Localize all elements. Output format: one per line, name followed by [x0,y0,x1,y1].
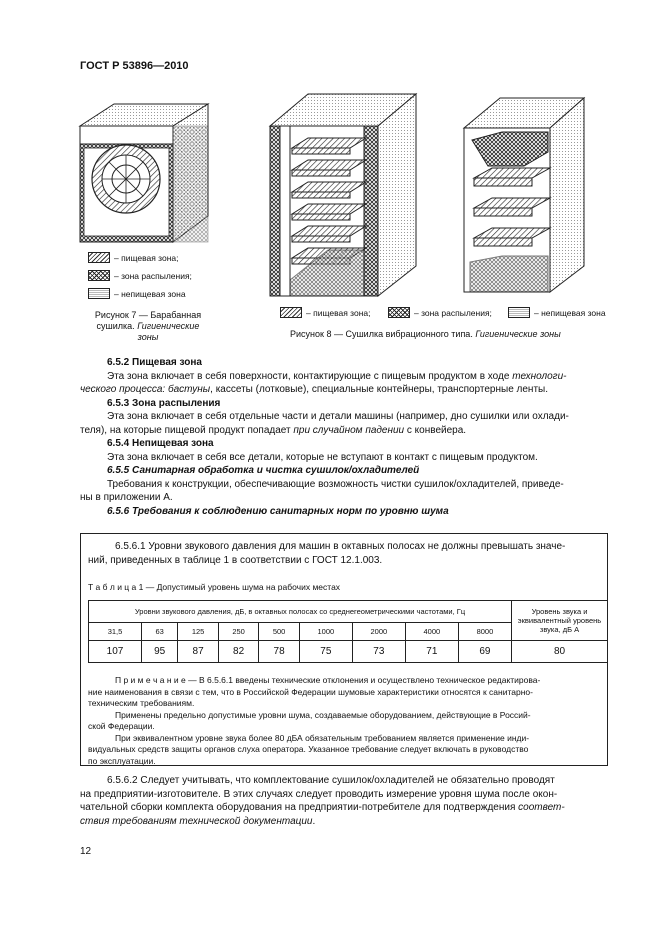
page-header: ГОСТ Р 53896—2010 [80,60,189,72]
legend-food-zone: – пищевая зона; [88,252,179,263]
value-cell: 75 [299,641,352,663]
paragraph-6-5-6-1: 6.5.6.1 Уровни звукового давления для машин в октавных полосах не должны превышать значе- ний, приведенных в таблице 1 в соответствии с ГОСТ 12.1.003. [88,541,566,566]
food-zone-swatch [88,252,110,263]
legend-food-zone-fig8: – пищевая зона; [280,307,371,318]
frequency-cell: 1000 [299,623,352,641]
nonfood-zone-swatch [508,307,530,318]
legend-spray-zone-fig8: – зона распыления; [388,307,492,318]
section-6-5-2: 6.5.2 Пищевая зона Эта зона включает в себя поверхности, контактирующие с пищевым продуктом в ходе технологи- ческого процесса: бастуны, кассеты (лотковые), специальные контейнеры, транспортерные ленты. 6.5.3 Зона распыления Эта зона включает в себя отдельные части и детали машины (например, дно сушилки или охлади- теля), на которые пищевой продукт попадает при случайном падении с конвейера. 6.5.4 Непищевая зона Эта зона включает в себя все детали, которые не вступают в контакт с пищевым продуктом. 6.5.5 Санитарная обработка и чистка сушилок/охладителей Требования к конструкции, обеспечивающие возможность чистки сушилок/охладителей, приведе- ны в приложении А. 6.5.6 Требования к соблюдению санитарных норм по уровню шума [80,357,569,517]
section-title: 6.5.2 Пищевая зона [107,357,202,368]
frequency-cell: 8000 [458,623,511,641]
value-cell: 73 [352,641,405,663]
figure-8-vibration-dryer-right [462,96,586,294]
paragraph-6-5-6-2: 6.5.6.2 Следует учитывать, что комплектование сушилок/охладителей не обязательно проводят на предприятии-изготовителе. В этих случаях следует проводить измерение уровня шума после окон- чательной сборки комплекта оборудования на предприятии-потребителе для подтверждения соответ- ствия требованиям технической документации. [80,775,565,827]
section-title: 6.5.6 Требования к соблюдению санитарных норм по уровню шума [107,505,449,517]
value-cell: 82 [218,641,259,663]
section-title: 6.5.4 Непищевая зона [107,438,214,449]
frequency-cell: 125 [178,623,219,641]
figure-8-caption: Рисунок 8 — Сушилка вибрационного типа. Гигиенические зоны [290,329,561,339]
value-cell: 78 [259,641,300,663]
value-cell: 87 [178,641,219,663]
header-equivalent-level: Уровень звука и эквивалентный уровень звука, дБ А [512,601,608,641]
value-cell: 69 [458,641,511,663]
figure-8-vibration-dryer-left [268,90,418,298]
header-octave-bands: Уровни звукового давления, дБ, в октавных полосах со среднегеометрическими частотами, Гц [89,601,512,623]
spray-zone-swatch [388,307,410,318]
legend-nonfood-zone: – непищевая зона [88,288,186,299]
frequency-cell: 31,5 [89,623,142,641]
value-cell: 107 [89,641,142,663]
equivalent-value-cell: 80 [512,641,608,663]
table-caption: Т а б л и ц а 1 — Допустимый уровень шума на рабочих местах [88,582,341,592]
spray-zone-swatch [88,270,110,281]
section-title: 6.5.5 Санитарная обработка и чистка сушилок/охладителей [107,465,420,476]
frequency-cell: 250 [218,623,259,641]
frequency-cell: 4000 [405,623,458,641]
value-cell: 71 [405,641,458,663]
figure-7-caption: Рисунок 7 — Барабанная сушилка. Гигиенические зоны [94,310,202,342]
figure-7-drum-dryer [78,96,210,244]
frequency-cell: 500 [259,623,300,641]
table-note: П р и м е ч а н и е — В 6.5.6.1 введены технические отклонения и осуществлено техническое редактирова- ние наименования в связи с тем, что в Российской Федерации шумовые характеристики относятся к санитарно- техническим требованиям. Применены предельно допустимые уровни шума, создаваемые оборудованием, действующие в Россий- ской Федерации. При эквивалентном уровне звука более 80 дБА обязательным требованием является применение инди- видуальных средств защиты органов слуха оператора. Указанное требование следует включать в руководство по эксплуатации. [88,675,541,766]
page-number: 12 [80,846,92,857]
frequency-cell: 63 [142,623,178,641]
value-cell: 95 [142,641,178,663]
nonfood-zone-swatch [88,288,110,299]
values-row [89,641,608,663]
legend-spray-zone: – зона распыления; [88,270,192,281]
noise-levels-table [88,600,608,663]
section-title: 6.5.3 Зона распыления [107,397,221,409]
food-zone-swatch [280,307,302,318]
legend-nonfood-zone-fig8: – непищевая зона [508,307,606,318]
frequency-cell: 2000 [352,623,405,641]
